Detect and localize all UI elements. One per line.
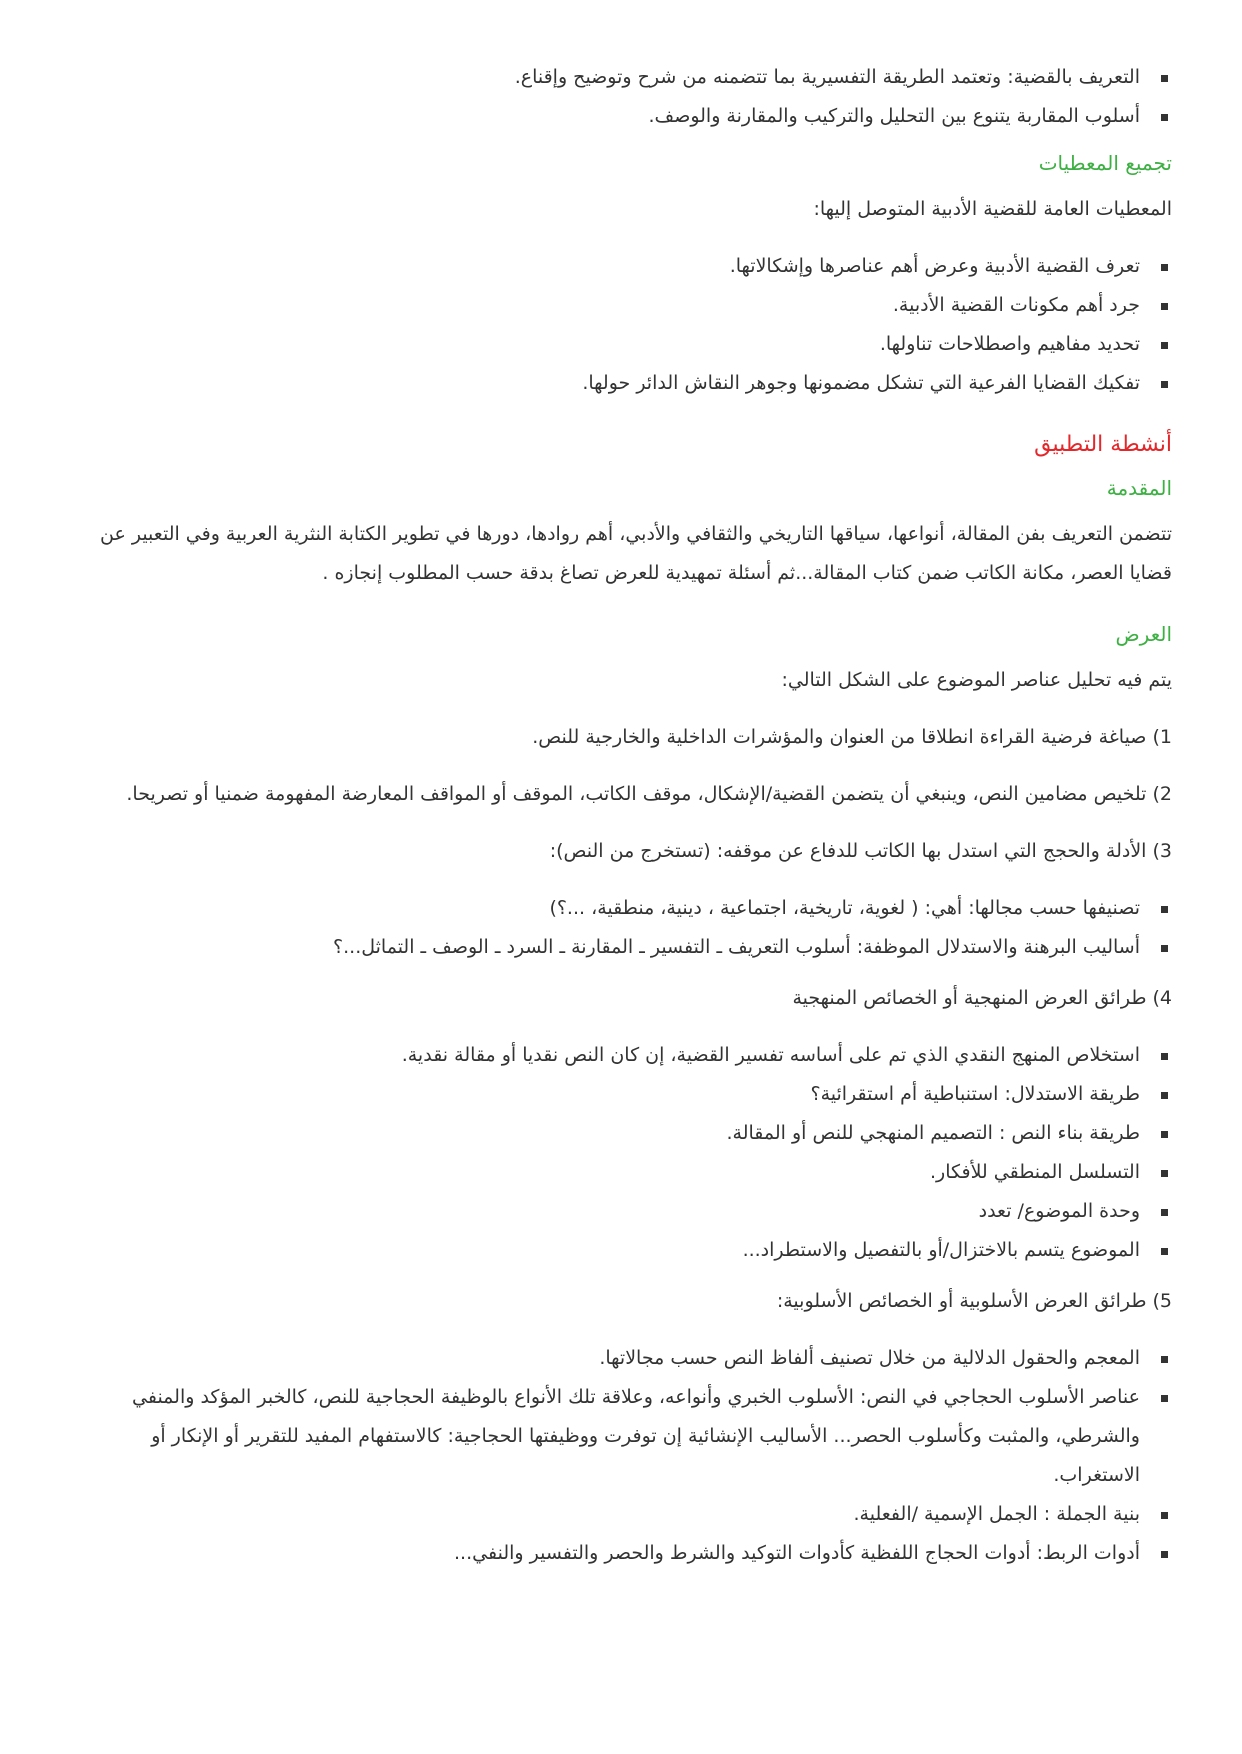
- list-item: وحدة الموضوع/ تعدد: [70, 1192, 1140, 1231]
- list-item: أدوات الربط: أدوات الحجاج اللفظية كأدوات التوكيد والشرط والحصر والتفسير والنفي...: [70, 1534, 1140, 1573]
- list-item: تعرف القضية الأدبية وعرض أهم عناصرها وإشكالاتها.: [70, 247, 1140, 286]
- list-item: جرد أهم مكونات القضية الأدبية.: [70, 286, 1140, 325]
- style-list: [70, 1339, 1172, 1573]
- step-2: 2) تلخيص مضامين النص، وينبغي أن يتضمن القضية/الإشكال، موقف الكاتب، الموقف أو المواقف المعارضة المفهومة ضمنيا أو تصريحا.: [126, 783, 1172, 805]
- step-3: 3) الأدلة والحجج التي استدل بها الكاتب للدفاع عن موقفه: (تستخرج من النص):: [549, 840, 1172, 862]
- data-list: [70, 247, 1172, 403]
- list-item: استخلاص المنهج النقدي الذي تم على أساسه تفسير القضية، إن كان النص نقديا أو مقالة نقدية.: [70, 1036, 1140, 1075]
- subheading-introduction: المقدمة: [1106, 476, 1172, 500]
- arguments-list: [70, 889, 1172, 967]
- list-item: أسلوب المقاربة يتنوع بين التحليل والتركيب والمقارنة والوصف.: [70, 97, 1140, 136]
- list-item: المعجم والحقول الدلالية من خلال تصنيف ألفاظ النص حسب مجالاتها.: [70, 1339, 1140, 1378]
- body-intro-text: يتم فيه تحليل عناصر الموضوع على الشكل التالي:: [781, 669, 1172, 691]
- list-item: عناصر الأسلوب الحجاجي في النص: الأسلوب الخبري وأنواعه، وعلاقة تلك الأنواع بالوظيفة الحجاجية للنص، كالخبر المؤكد والمنفي والشرطي، والمثبت وكأسلوب الحصر... الأساليب الإنشائية إن توفرت ووظيفتها الحجاجية: كالاستفهام المفيد للتقرير أو الإنكار أو الاستغراب.: [70, 1378, 1140, 1495]
- subheading-body: العرض: [1115, 622, 1172, 646]
- section-heading-activities: أنشطة التطبيق: [1034, 432, 1172, 457]
- list-item: طريقة بناء النص : التصميم المنهجي للنص أو المقالة.: [70, 1114, 1140, 1153]
- list-item: أساليب البرهنة والاستدلال الموظفة: أسلوب التعريف ـ التفسير ـ المقارنة ـ السرد ـ الوصف ـ التماثل...؟: [70, 928, 1140, 967]
- list-item: الموضوع يتسم بالاختزال/أو بالتفصيل والاستطراد...: [70, 1231, 1140, 1270]
- data-intro-text: المعطيات العامة للقضية الأدبية المتوصل إليها:: [813, 198, 1172, 220]
- list-item: بنية الجملة : الجمل الإسمية /الفعلية.: [70, 1495, 1140, 1534]
- method-list: [70, 58, 1172, 136]
- step-1: 1) صياغة فرضية القراءة انطلاقا من العنوان والمؤشرات الداخلية والخارجية للنص.: [532, 726, 1172, 748]
- step-5: 5) طرائق العرض الأسلوبية أو الخصائص الأسلوبية:: [776, 1290, 1172, 1312]
- list-item: التسلسل المنطقي للأفكار.: [70, 1153, 1140, 1192]
- list-item: تحديد مفاهيم واصطلاحات تناولها.: [70, 325, 1140, 364]
- list-item: طريقة الاستدلال: استنباطية أم استقرائية؟: [70, 1075, 1140, 1114]
- list-item: تفكيك القضايا الفرعية التي تشكل مضمونها وجوهر النقاش الدائر حولها.: [70, 364, 1140, 403]
- methodology-list: [70, 1036, 1172, 1270]
- introduction-paragraph: تتضمن التعريف بفن المقالة، أنواعها، سياقها التاريخي والثقافي والأدبي، أهم روادها، دورها في تطوير الكتابة النثرية العربية وفي التعبير عن قضايا العصر، مكانة الكاتب ضمن كتاب المقالة...ثم أسئلة تمهيدية للعرض تصاغ بدقة حسب المطلوب إنجازه .: [100, 523, 1172, 584]
- list-item: تصنيفها حسب مجالها: أهي: ( لغوية، تاريخية، اجتماعية ، دينية، منطقية، ...؟): [70, 889, 1140, 928]
- step-4: 4) طرائق العرض المنهجية أو الخصائص المنهجية: [792, 987, 1172, 1009]
- section-heading-data-collection: تجميع المعطيات: [1038, 151, 1172, 175]
- list-item: التعريف بالقضية: وتعتمد الطريقة التفسيرية بما تتضمنه من شرح وتوضيح وإقناع.: [70, 58, 1140, 97]
